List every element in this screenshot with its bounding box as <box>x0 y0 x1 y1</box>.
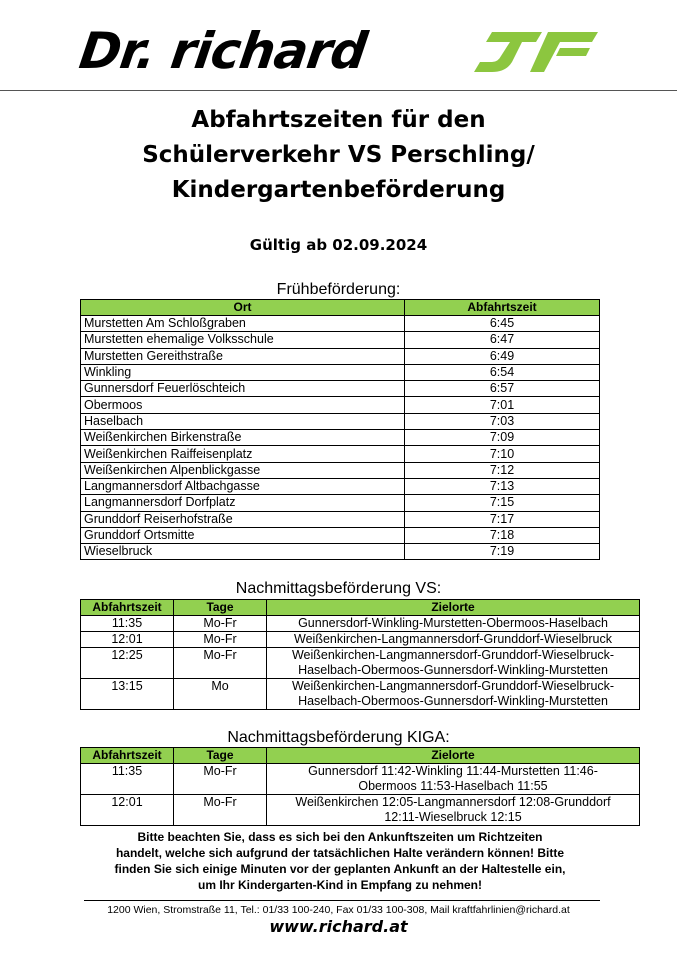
stop-name: Gunnersdorf Feuerlöschteich <box>81 381 405 397</box>
vs-title: Nachmittagsbeförderung VS: <box>235 580 442 597</box>
table-row <box>81 397 600 413</box>
days: Mo-Fr <box>174 648 267 679</box>
stop-name: Weißenkirchen Birkenstraße <box>81 430 405 446</box>
days: Mo-Fr <box>174 632 267 648</box>
table-row <box>81 332 600 348</box>
valid-from: Gültig ab 02.09.2024 <box>249 236 428 254</box>
destinations <box>267 648 640 679</box>
kiga-title: Nachmittagsbeförderung KIGA: <box>227 729 450 746</box>
table-row <box>81 511 600 527</box>
table-row <box>81 632 640 648</box>
footer-address: 1200 Wien, Stromstraße 11, Tel.: 01/33 100-240, Fax 01/33 100-308, Mail kraftfahrlinien@richard.at <box>107 904 570 916</box>
page-title <box>0 103 677 208</box>
destination-line: Weißenkirchen-Langmannersdorf-Grunddorf-Wieselbruck- <box>291 679 615 693</box>
destination-line: Haselbach-Obermoos-Gunnersdorf-Winkling-Murstetten <box>298 694 608 708</box>
destinations <box>267 616 640 632</box>
column-header: Tage <box>174 600 267 616</box>
frueh-table <box>80 299 600 560</box>
stop-name: Murstetten Gereithstraße <box>81 348 405 364</box>
table-row <box>81 413 600 429</box>
table-row <box>81 462 600 478</box>
vs-table <box>80 599 640 710</box>
title-line: Kindergartenbeförderung <box>171 177 506 203</box>
header-divider <box>0 90 677 91</box>
destinations <box>267 795 640 826</box>
stop-name: Weißenkirchen Raiffeisenplatz <box>81 446 405 462</box>
company-logo <box>75 22 600 82</box>
column-header: Abfahrtszeit <box>81 600 174 616</box>
title-line: Schülerverkehr VS Perschling/ <box>142 142 535 168</box>
table-row <box>81 544 600 560</box>
departure-time: 7:17 <box>405 511 600 527</box>
table-row <box>81 381 600 397</box>
footer-divider <box>84 900 600 901</box>
footer-website: www.richard.at <box>269 917 408 936</box>
table-row <box>81 648 640 679</box>
departure-time: 11:35 <box>81 764 174 795</box>
departure-time: 11:35 <box>81 616 174 632</box>
stop-name: Obermoos <box>81 397 405 413</box>
destinations <box>267 632 640 648</box>
departure-time: 12:25 <box>81 648 174 679</box>
table-row <box>81 795 640 826</box>
stop-name: Wieselbruck <box>81 544 405 560</box>
departure-time: 7:15 <box>405 495 600 511</box>
column-header: Abfahrtszeit <box>81 748 174 764</box>
departure-time: 7:03 <box>405 413 600 429</box>
departure-time: 6:47 <box>405 332 600 348</box>
table-row <box>81 348 600 364</box>
stop-name: Haselbach <box>81 413 405 429</box>
departure-time: 7:01 <box>405 397 600 413</box>
stop-name: Grunddorf Reiserhofstraße <box>81 511 405 527</box>
departure-time: 12:01 <box>81 632 174 648</box>
table-row <box>81 478 600 494</box>
stop-name: Murstetten ehemalige Volksschule <box>81 332 405 348</box>
table-row <box>81 495 600 511</box>
departure-time: 6:54 <box>405 364 600 380</box>
column-header: Abfahrtszeit <box>405 300 600 316</box>
stop-name: Weißenkirchen Alpenblickgasse <box>81 462 405 478</box>
title-line: Abfahrtszeiten für den <box>191 107 486 133</box>
departure-time: 7:12 <box>405 462 600 478</box>
stop-name: Langmannersdorf Altbachgasse <box>81 478 405 494</box>
destination-line: Haselbach-Obermoos-Gunnersdorf-Winkling-Murstetten <box>298 663 608 677</box>
destination-line: Obermoos 11:53-Haselbach 11:55 <box>358 779 548 793</box>
table-row <box>81 764 640 795</box>
kiga-table <box>80 747 640 826</box>
destination-line: Weißenkirchen-Langmannersdorf-Grunddorf-Wieselbruck <box>294 632 612 646</box>
departure-time: 7:18 <box>405 527 600 543</box>
departure-time: 7:13 <box>405 478 600 494</box>
jr-logo-icon <box>472 28 600 76</box>
table-row <box>81 616 640 632</box>
arrival-notice <box>70 829 610 893</box>
destinations <box>267 679 640 710</box>
destination-line: Gunnersdorf-Winkling-Murstetten-Obermoos-Haselbach <box>298 616 608 630</box>
notice-line: handelt, welche sich aufgrund der tatsächlichen Halte verändern können! Bitte <box>115 846 565 860</box>
destination-line: 12:11-Wieselbruck 12:15 <box>384 810 522 824</box>
table-row <box>81 430 600 446</box>
departure-time: 7:09 <box>405 430 600 446</box>
days: Mo-Fr <box>174 616 267 632</box>
departure-time: 12:01 <box>81 795 174 826</box>
departure-time: 6:45 <box>405 316 600 332</box>
logo-wordmark: Dr. richard <box>75 22 370 80</box>
departure-time: 6:57 <box>405 381 600 397</box>
destination-line: Gunnersdorf 11:42-Winkling 11:44-Murstetten 11:46- <box>308 764 598 778</box>
departure-time: 6:49 <box>405 348 600 364</box>
column-header: Zielorte <box>267 748 640 764</box>
column-header: Ort <box>81 300 405 316</box>
frueh-title: Frühbeförderung: <box>276 281 401 298</box>
stop-name: Grunddorf Ortsmitte <box>81 527 405 543</box>
table-row <box>81 316 600 332</box>
stop-name: Langmannersdorf Dorfplatz <box>81 495 405 511</box>
destination-line: Weißenkirchen 12:05-Langmannersdorf 12:08-Grunddorf <box>295 795 611 809</box>
column-header: Tage <box>174 748 267 764</box>
table-row <box>81 446 600 462</box>
table-row <box>81 527 600 543</box>
days: Mo <box>174 679 267 710</box>
notice-line: finden Sie sich einige Minuten vor der geplanten Ankunft an der Haltestelle ein, <box>114 862 566 876</box>
destination-line: Weißenkirchen-Langmannersdorf-Grunddorf-Wieselbruck- <box>291 648 615 662</box>
table-row <box>81 364 600 380</box>
table-row <box>81 679 640 710</box>
departure-time: 7:10 <box>405 446 600 462</box>
notice-line: Bitte beachten Sie, dass es sich bei den Ankunftszeiten um Richtzeiten <box>137 830 543 844</box>
departure-time: 7:19 <box>405 544 600 560</box>
departure-time: 13:15 <box>81 679 174 710</box>
days: Mo-Fr <box>174 764 267 795</box>
stop-name: Winkling <box>81 364 405 380</box>
destinations <box>267 764 640 795</box>
column-header: Zielorte <box>267 600 640 616</box>
stop-name: Murstetten Am Schloßgraben <box>81 316 405 332</box>
notice-line: um Ihr Kindergarten-Kind in Empfang zu nehmen! <box>197 878 482 892</box>
days: Mo-Fr <box>174 795 267 826</box>
